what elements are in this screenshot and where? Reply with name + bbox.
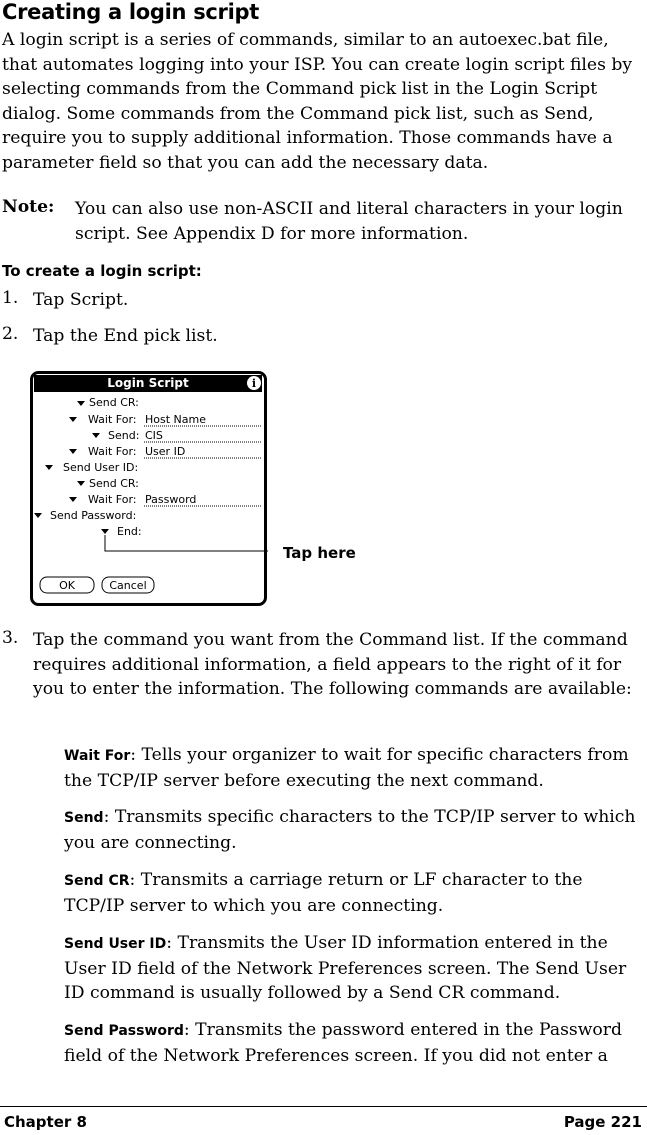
callout-label: Tap here bbox=[283, 544, 356, 562]
command-definition bbox=[64, 1018, 642, 1068]
footer-page-number: Page 221 bbox=[563, 1113, 642, 1131]
script-row-label: Send Password: bbox=[50, 509, 137, 522]
script-row-label: Send User ID: bbox=[63, 461, 139, 474]
note-text: You can also use non-ASCII and literal characters in your login script. See Appendix D for more information. bbox=[75, 199, 623, 244]
cancel-button[interactable] bbox=[102, 577, 154, 593]
script-row-label: Wait For: bbox=[88, 493, 137, 506]
step-number: 3. bbox=[2, 628, 19, 648]
script-row-label: Send CR: bbox=[89, 477, 139, 490]
command-description: : Transmits the User ID information entered in the User ID field of the Network Preferences screen. The Send User ID command is usually followed by a Send CR command. bbox=[64, 933, 627, 1003]
command-term: Send bbox=[64, 810, 104, 826]
command-term: Send CR bbox=[64, 873, 130, 889]
script-row-label: Send CR: bbox=[89, 396, 139, 409]
svg-text:Cancel: Cancel bbox=[109, 579, 147, 592]
command-description: : Tells your organizer to wait for specific characters from the TCP/IP server before executing the next command. bbox=[64, 745, 629, 791]
step-number: 1. bbox=[2, 288, 19, 308]
login-script-screenshot bbox=[30, 371, 268, 607]
script-row-value[interactable]: User ID bbox=[145, 445, 186, 458]
note-label: Note: bbox=[2, 197, 55, 217]
svg-text:i: i bbox=[251, 377, 257, 390]
command-term: Send User ID bbox=[64, 936, 167, 952]
command-description: : Transmits specific characters to the TCP/IP server to which you are connecting. bbox=[64, 807, 636, 853]
page-title: Creating a login script bbox=[2, 0, 259, 24]
dialog-title: Login Script bbox=[107, 376, 189, 390]
script-row-value[interactable]: Password bbox=[145, 493, 197, 506]
intro-paragraph: A login script is a series of commands, similar to an autoexec.bat file, that automates logging into your ISP. You can create login script files by selecting commands from the Command pick list in the Login Script dialog. Some commands from the Command pick list, such as Send, require you to supply additional information. Those commands have a parameter field so that you can add the necessary data. bbox=[2, 30, 633, 173]
procedure-heading: To create a login script: bbox=[2, 262, 202, 280]
step-text: Tap the End pick list. bbox=[33, 326, 218, 346]
command-definition bbox=[64, 743, 642, 793]
command-term: Wait For bbox=[64, 748, 131, 764]
script-row-label: Wait For: bbox=[88, 445, 137, 458]
svg-text:OK: OK bbox=[59, 579, 75, 592]
footer-divider bbox=[0, 1106, 647, 1107]
step-number: 2. bbox=[2, 324, 19, 344]
script-row-label: Wait For: bbox=[88, 413, 137, 426]
command-definition bbox=[64, 931, 642, 1006]
script-row-label: Send: bbox=[108, 429, 140, 442]
command-definition bbox=[64, 868, 642, 918]
script-row-value[interactable]: Host Name bbox=[145, 413, 206, 426]
step-text: Tap the command you want from the Command list. If the command requires additional information, a field appears to the right of it for you to enter the information. The following commands are available: bbox=[33, 630, 632, 699]
command-definition bbox=[64, 805, 642, 855]
script-row-value[interactable]: CIS bbox=[145, 429, 163, 442]
ok-button[interactable] bbox=[40, 577, 94, 593]
command-description: : Transmits the password entered in the Password field of the Network Preferences screen. If you did not enter a bbox=[64, 1020, 622, 1066]
step-text: Tap Script. bbox=[33, 290, 129, 310]
command-term: Send Password bbox=[64, 1023, 184, 1039]
info-icon[interactable] bbox=[247, 376, 261, 390]
footer-chapter: Chapter 8 bbox=[4, 1113, 87, 1131]
script-row-label: End: bbox=[117, 525, 142, 538]
command-description: : Transmits a carriage return or LF character to the TCP/IP server to which you are connecting. bbox=[64, 870, 583, 916]
